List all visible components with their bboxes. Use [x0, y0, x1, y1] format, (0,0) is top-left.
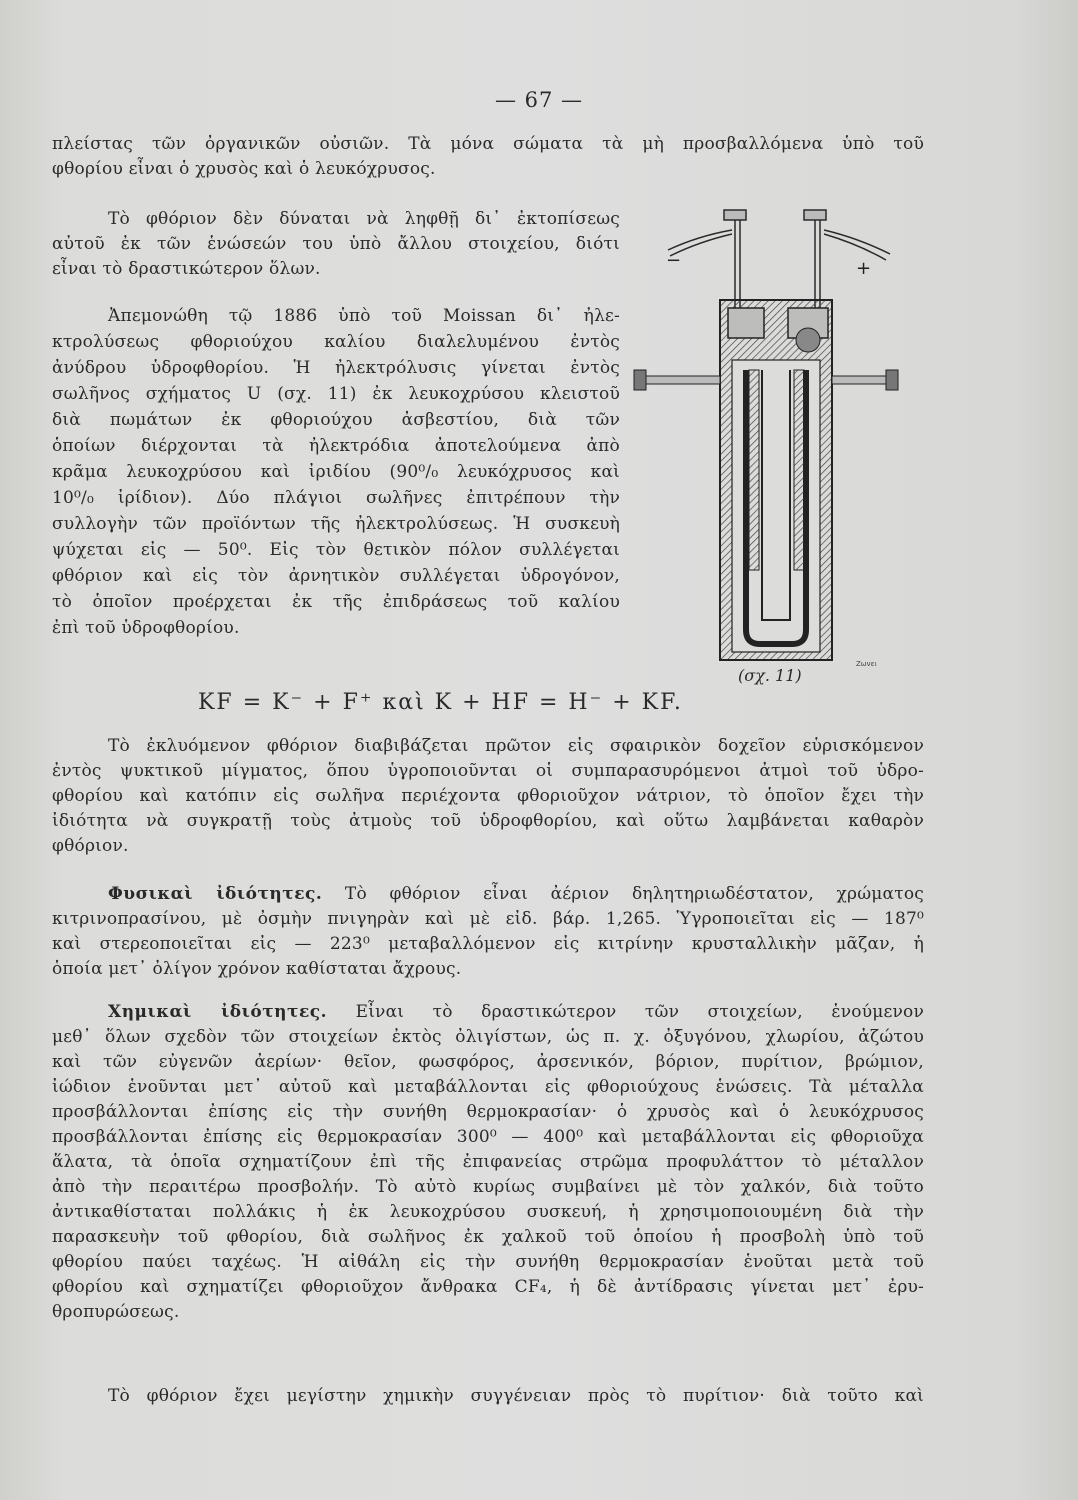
plus-terminal-label: +: [856, 258, 872, 279]
text-line: θροπυρώσεως.: [52, 1302, 180, 1322]
text-line: ἀντικαθίσταται πολλάκις ἡ ἐκ λευκοχρύσου συσκευή, ἡ χρησιμοποιουμένη διὰ τὴν: [52, 1202, 924, 1222]
text-line: Τὸ φθόριον ἔχει μεγίστην χημικὴν συγγένειαν πρὸς τὸ πυρίτιον· διὰ τοῦτο καὶ: [108, 1386, 924, 1406]
section-heading-chemical: Χημικαὶ ἰδιότητες.: [108, 1002, 328, 1022]
text-line: ὁποίων διέρχονται τὰ ἠλεκτρόδια ἀποτελούμενα ἀπὸ: [52, 436, 620, 456]
paragraph-2: [52, 207, 620, 282]
text-line: συλλογὴν τῶν προϊόντων τῆς ἠλεκτρολύσεως. Ἡ συσκευὴ: [52, 514, 620, 534]
paragraph-1: [52, 132, 924, 182]
text-line: σωλῆνος σχήματος U (σχ. 11) ἐκ λευκοχρύσου κλειστοῦ: [52, 384, 620, 404]
text-line: φθορίου καὶ σχηματίζει φθοριοῦχον ἄνθρακα CF₄, ἡ δὲ ἀντίδρασις γίνεται μετ᾽ ἐρυ-: [52, 1277, 924, 1297]
text-line: φθορίου παύει ταχέως. Ἡ αἰθάλη εἰς τὴν συνήθη θερμοκρασίαν ἑνοῦται μετὰ τοῦ: [52, 1252, 924, 1272]
paragraph-3: [52, 304, 620, 642]
text-line: εἶναι τὸ δραστικώτερον ὅλων.: [52, 259, 321, 279]
text-line: μεθ᾽ ὅλων σχεδὸν τῶν στοιχείων ἐκτὸς ὀλιγίστων, ὡς π. χ. ὀξυγόνου, χλωρίου, ἀζώτου: [52, 1027, 924, 1047]
text-line: φθόριον καὶ εἰς τὸν ἀρνητικὸν συλλέγεται ὑδρογόνον,: [52, 566, 620, 586]
paragraph-7: [52, 1384, 924, 1409]
text-line: αὐτοῦ ἐκ τῶν ἑνώσεών του ὑπὸ ἄλλου στοιχείου, διότι: [52, 234, 620, 254]
u-tube-apparatus-figure: [628, 200, 928, 670]
text-line: κιτρινοπρασίνου, μὲ ὀσμὴν πνιγηρὰν καὶ μὲ εἰδ. βάρ. 1,265. Ὑγροποιεῖται εἰς — 187⁰: [52, 909, 924, 929]
text-line: κρᾶμα λευκοχρύσου καὶ ἰριδίου (90⁰/₀ λευκόχρυσος καὶ: [52, 462, 620, 482]
text-line: προσβάλλονται ἐπίσης εἰς θερμοκρασίαν 300⁰ — 400⁰ καὶ μεταβάλλονται εἰς φθοριοῦχα: [52, 1127, 924, 1147]
text-line: παρασκευὴν τοῦ φθορίου, διὰ σωλῆνος ἐκ χαλκοῦ τοῦ ὁποίου ἡ προσβολὴ ὑπὸ τοῦ: [52, 1227, 924, 1247]
text-line: ἰώδιον ἑνοῦνται μετ᾽ αὐτοῦ καὶ μεταβάλλονται εἰς φθοριούχους ἑνώσεις. Τὰ μέταλλα: [52, 1077, 924, 1097]
minus-terminal-label: −: [666, 250, 682, 271]
text-line: φθόριον.: [52, 836, 129, 856]
text-line: καὶ τῶν εὐγενῶν ἀερίων· θεῖον, φωσφόρος, ἀρσενικόν, βόριον, πυρίτιον, βρώμιον,: [52, 1052, 924, 1072]
text-line: ἀπὸ τὴν περαιτέρω προσβολήν. Τὸ αὐτὸ κυρίως συμβαίνει μὲ τὸν χαλκόν, διὰ τοῦτο: [52, 1177, 924, 1197]
text-line: ἐντὸς ψυκτικοῦ μίγματος, ὅπου ὑγροποιοῦνται οἱ συμπαρασυρόμενοι ἀτμοὶ τοῦ ὑδρο-: [52, 761, 924, 781]
text-line: φθορίου εἶναι ὁ χρυσὸς καὶ ὁ λευκόχρυσος.: [52, 159, 436, 179]
text-line: Ἀπεμονώθη τῷ 1886 ὑπὸ τοῦ Moissan δι᾽ ἠλε-: [108, 306, 620, 326]
text-line: ἀνύδρου ὑδροφθορίου. Ἡ ἠλεκτρόλυσις γίνεται ἐντὸς: [52, 358, 620, 378]
text-line: ἰδιότητα νὰ συγκρατῇ τοὺς ἀτμοὺς τοῦ ὑδροφθορίου, καὶ οὕτω λαμβάνεται καθαρὸν: [52, 811, 924, 831]
text-line: προσβάλλονται ἐπίσης εἰς τὴν συνήθη θερμοκρασίαν· ὁ χρυσὸς καὶ ὁ λευκόχρυσος: [52, 1102, 924, 1122]
text-line: ἐπὶ τοῦ ὑδροφθορίου.: [52, 618, 240, 638]
text-line: ψύχεται εἰς — 50⁰. Εἰς τὸν θετικὸν πόλον συλλέγεται: [52, 540, 620, 560]
figure-engraver-mark: Ζωνει: [856, 660, 877, 668]
text-line: τὸ ὁποῖον προέρχεται ἐκ τῆς ἐπιδράσεως τοῦ καλίου: [52, 592, 620, 612]
section-heading-physical: Φυσικαὶ ἰδιότητες.: [108, 884, 323, 904]
text-line: Τὸ φθόριον δὲν δύναται νὰ ληφθῇ δι᾽ ἐκτοπίσεως: [108, 209, 620, 229]
text-run: Τὸ φθόριον εἶναι ἀέριον δηλητηριωδέστατον, χρώματος: [344, 884, 924, 904]
text-line: Τὸ ἐκλυόμενον φθόριον διαβιβάζεται πρῶτον εἰς σφαιρικὸν δοχεῖον εὑρισκόμενον: [108, 736, 924, 756]
text-line: πλείστας τῶν ὀργανικῶν οὐσιῶν. Τὰ μόνα σώματα τὰ μὴ προσβαλλόμενα ὑπὸ τοῦ: [52, 134, 924, 154]
page-number: — 67 —: [494, 88, 584, 112]
figure-caption: (σχ. 11): [738, 666, 802, 685]
text-line: [52, 882, 924, 907]
paragraph-physical-properties: [52, 882, 924, 982]
reaction-equation: KF = K⁻ + F⁺ καὶ K + HF = H⁻ + KF.: [198, 690, 683, 715]
text-line: καὶ στερεοποιεῖται εἰς — 223⁰ μεταβαλλόμενον εἰς κιτρίνην κρυσταλλικὴν μᾶζαν, ἡ: [52, 934, 924, 954]
text-run: Εἶναι τὸ δραστικώτερον τῶν στοιχείων, ἑνούμενον: [355, 1002, 924, 1022]
text-line: 10⁰/₀ ἰρίδιον). Δύο πλάγιοι σωλῆνες ἐπιτρέπουν τὴν: [52, 488, 620, 508]
paragraph-4: [52, 734, 924, 859]
text-line: φθορίου καὶ κατόπιν εἰς σωλῆνα περιέχοντα φθοριοῦχον νάτριον, τὸ ὁποῖον ἔχει τὴν: [52, 786, 924, 806]
text-line: κτρολύσεως φθοριούχου καλίου διαλελυμένου ἐντὸς: [52, 332, 620, 352]
text-line: ἅλατα, τὰ ὁποῖα σχηματίζουν ἐπὶ τῆς ἐπιφανείας στρῶμα προφυλάττον τὸ μέταλλον: [52, 1152, 924, 1172]
text-line: ὁποία μετ᾽ ὀλίγον χρόνον καθίσταται ἄχρους.: [52, 959, 462, 979]
text-line: διὰ πωμάτων ἐκ φθοριούχου ἀσβεστίου, διὰ τῶν: [52, 410, 620, 430]
text-line: [52, 1000, 924, 1025]
paragraph-chemical-properties: [52, 1000, 924, 1325]
